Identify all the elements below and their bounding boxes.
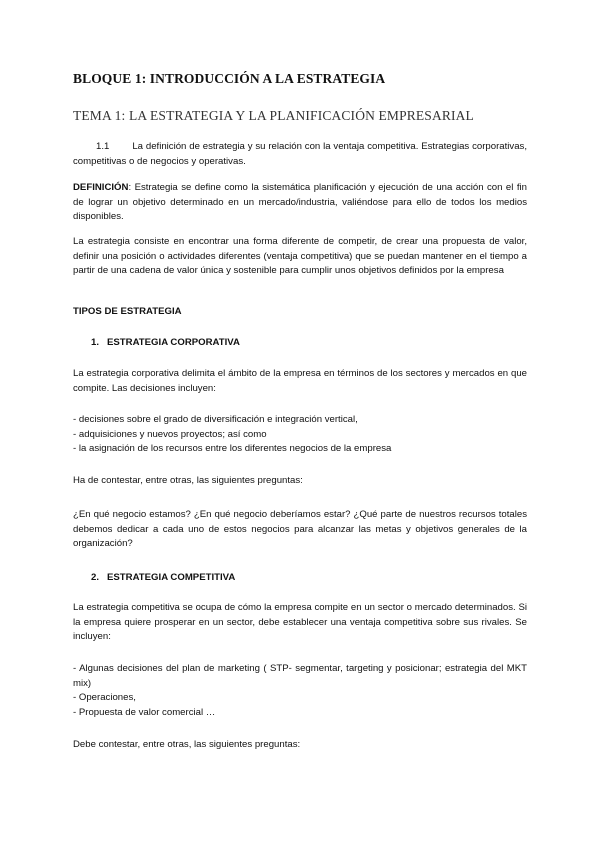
list-item: - Algunas decisiones del plan de marketing ( STP- segmentar, targeting y posicionar; estrategia del MKT mix) <box>73 663 527 689</box>
corporate-title: ESTRATEGIA CORPORATIVA <box>107 337 240 348</box>
types-heading: TIPOS DE ESTRATEGIA <box>73 306 182 317</box>
section-text: La definición de estrategia y su relación con la ventaja competitiva. Estrategias corporativas, competitivas o de negocios y operativas. <box>73 141 527 167</box>
block-title: BLOQUE 1: INTRODUCCIÓN A LA ESTRATEGIA <box>73 71 386 86</box>
competitive-number: 2. <box>91 572 100 583</box>
list-item: - Propuesta de valor comercial … <box>73 706 216 718</box>
section-number: 1.1 <box>96 141 110 152</box>
competitive-heading <box>91 572 235 583</box>
competitive-intro: La estrategia competitiva se ocupa de cómo la empresa compite en un sector o mercado determinados. Si la empresa quiere prosperar en un sector, debe establecer una ventaja competitiva sobre sus rivales. Se incluyen: <box>73 602 527 643</box>
competitive-list <box>73 662 527 720</box>
list-item: - la asignación de los recursos entre los diferentes negocios de la empresa <box>73 443 392 455</box>
corporate-heading <box>91 337 240 348</box>
list-item: - Operaciones, <box>73 692 136 704</box>
definition-paragraph <box>73 181 527 225</box>
competitive-title: ESTRATEGIA COMPETITIVA <box>107 572 236 583</box>
corporate-questions-intro: Ha de contestar, entre otras, las siguientes preguntas: <box>73 475 303 486</box>
list-item: - decisiones sobre el grado de diversificación e integración vertical, <box>73 414 358 425</box>
corporate-list <box>73 413 527 457</box>
corporate-number: 1. <box>91 337 100 348</box>
topic-title: TEMA 1: LA ESTRATEGIA Y LA PLANIFICACIÓN EMPRESARIAL <box>73 108 474 123</box>
definition-text: : Estrategia se define como la sistemática planificación y ejecución de una acción con el fin de lograr un objetivo determinado en un mercado/industria, valiéndose para ello de todos los medios disponibles. <box>73 182 527 223</box>
list-item: - adquisiciones y nuevos proyectos; así como <box>73 428 267 440</box>
definition-label: DEFINICIÓN <box>73 182 129 193</box>
competitive-questions-intro: Debe contestar, entre otras, las siguientes preguntas: <box>73 739 301 750</box>
corporate-intro: La estrategia corporativa delimita el ámbito de la empresa en términos de los sectores y mercados en que compite. Las decisiones incluyen: <box>73 368 527 394</box>
corporate-questions: ¿En qué negocio estamos? ¿En qué negocio deberíamos estar? ¿Qué parte de nuestros recursos totales debemos dedicar a cada uno de estos negocios para alcanzar las metas y objetivos generales de la organización? <box>73 509 527 550</box>
strategy-paragraph: La estrategia consiste en encontrar una forma diferente de competir, de crear una propuesta de valor, definir una posición o actividades diferentes (ventaja competitiva) que se puedan mantener en el tiempo a partir de una cadena de valor única y sostenible para cumplir unos objetivos definidos por la empresa <box>73 236 527 277</box>
section-1-1 <box>73 140 527 169</box>
